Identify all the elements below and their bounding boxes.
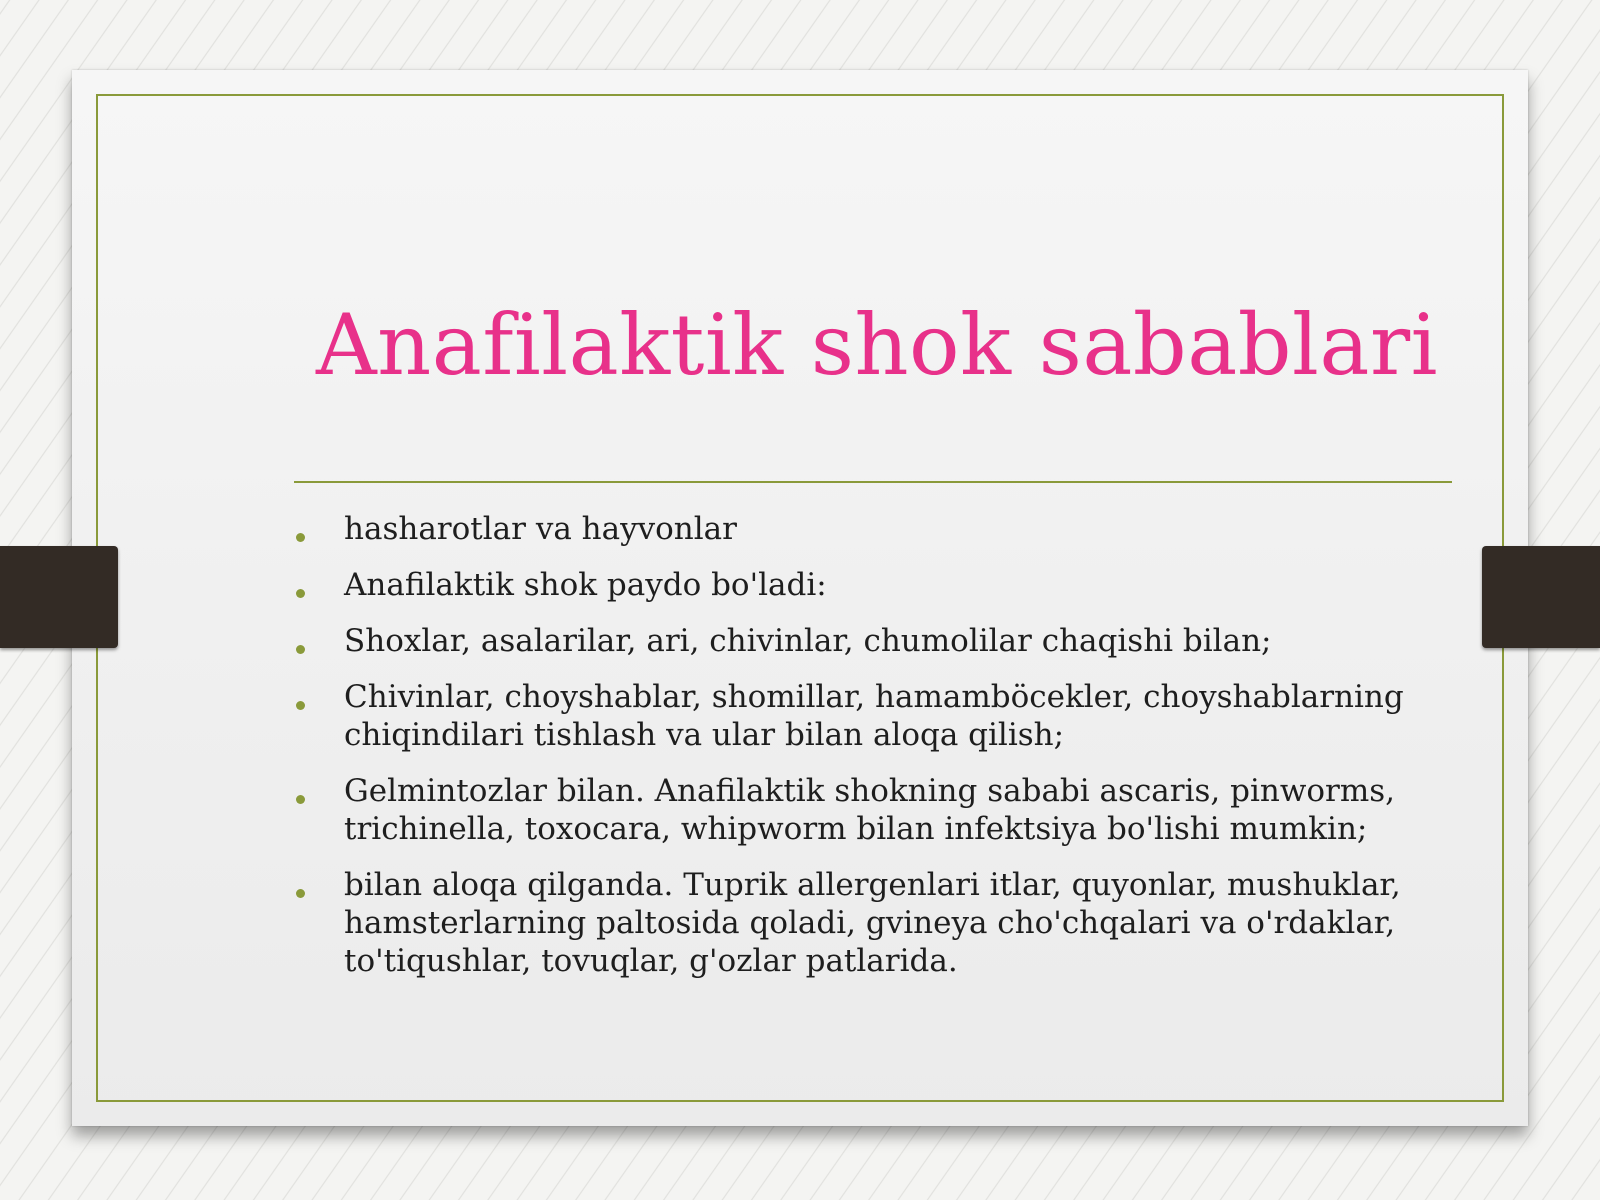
bullet-dot-icon <box>296 889 305 898</box>
bullet-text: Gelmintozlar bilan. Anafilaktik shokning sababi ascaris, pinworms, trichinella, toxocara, whipworm bilan infektsiya bo'lishi mumkin; <box>344 773 1396 847</box>
right-binder-tab <box>1482 546 1600 648</box>
bullet-item <box>294 510 1454 548</box>
bullet-dot-icon <box>296 795 305 804</box>
slide-card <box>72 70 1528 1126</box>
bullet-text: Anafilaktik shok paydo bo'ladi: <box>344 567 827 603</box>
bullet-item <box>294 622 1454 660</box>
bullet-item <box>294 678 1454 754</box>
title-divider <box>294 481 1452 483</box>
bullet-dot-icon <box>296 589 305 598</box>
bullet-item <box>294 866 1454 980</box>
bullet-dot-icon <box>296 645 305 654</box>
bullet-text: hasharotlar va hayvonlar <box>344 511 737 547</box>
bullet-item <box>294 566 1454 604</box>
bullet-text: Chivinlar, choyshablar, shomillar, hamamböcekler, choyshablarning chiqindilari tishlash va ular bilan aloqa qilish; <box>344 679 1404 753</box>
slide-title: Anafilaktik shok sabablari <box>315 296 1439 394</box>
bullet-list <box>294 510 1454 998</box>
bullet-dot-icon <box>296 701 305 710</box>
bullet-text: bilan aloqa qilganda. Tuprik allergenlari itlar, quyonlar, mushuklar, hamsterlarning paltosida qoladi, gvineya cho'chqalari va o'rdaklar, to'tiqushlar, tovuqlar, g'ozlar patlarida. <box>344 867 1401 979</box>
bullet-text: Shoxlar, asalarilar, ari, chivinlar, chumolilar chaqishi bilan; <box>344 623 1272 659</box>
left-binder-tab <box>0 546 118 648</box>
bullet-item <box>294 772 1454 848</box>
bullet-dot-icon <box>296 533 305 542</box>
